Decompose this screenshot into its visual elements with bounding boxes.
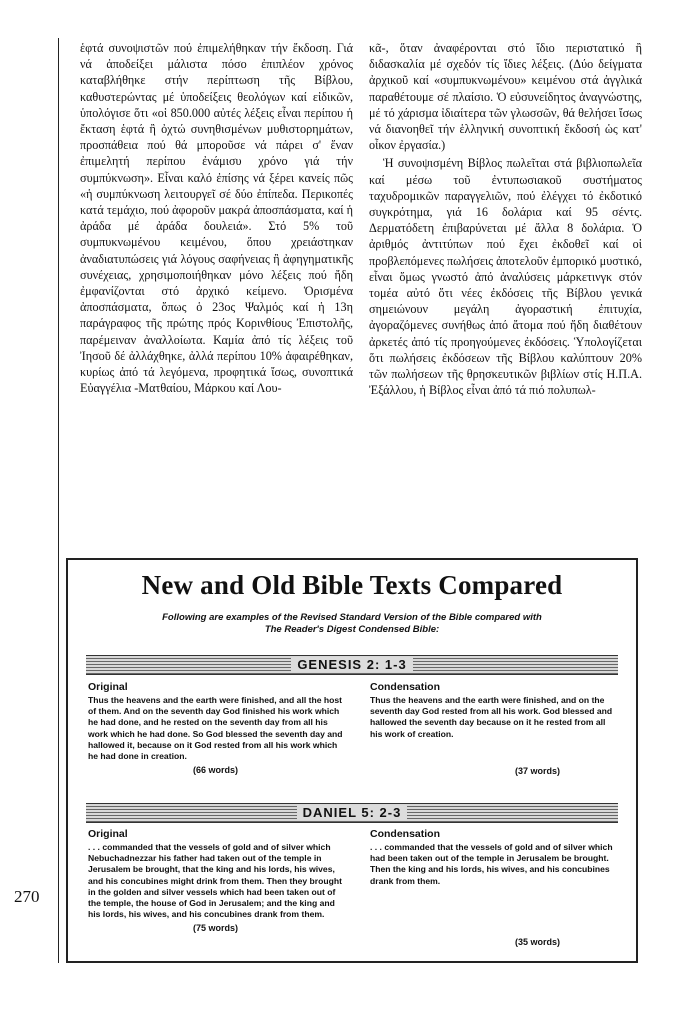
section-band-genesis [86, 655, 618, 675]
original-label: Original [88, 828, 128, 840]
condensation-word-count: (37 words) [514, 765, 560, 776]
condensation-text: Thus the heavens and the earth were finished, and on the seventh day God rested from all his work. God blessed and hallowed the seventh day because on it he rested from all his work of creation. [370, 695, 613, 739]
text-column-right [369, 40, 642, 555]
page-number: 270 [14, 887, 40, 906]
condensation-text: . . . commanded that the vessels of gold and of silver which had been taken out of the temple in Jerusalem be brought. Then the king and his lords, his wives, and his concubines drank from them. [370, 842, 613, 886]
genesis-condensation [370, 681, 620, 776]
figure-title: New and Old Bible Texts Compared [141, 570, 563, 600]
comparison-box [66, 558, 638, 963]
original-text: Thus the heavens and the earth were finished, and all the host of them. And on the seventh day God finished his work which he had done, and he rested on the seventh day from all his work which he had done. So God blessed the seventh day and hallowed it, because on it God rested from all his work which he had done in creation. [88, 695, 343, 762]
condensation-label: Condensation [370, 681, 440, 693]
condensation-word-count: (35 words) [514, 936, 560, 947]
original-word-count: (75 words) [192, 923, 238, 934]
daniel-original [88, 828, 343, 933]
original-word-count: (66 words) [192, 765, 238, 776]
right-paragraph-2: Ἡ συνοψισμένη Βίβλος πωλεῖται στά βιβλιοπωλεῖα καί μέσω τοῦ ἐντυπωσιακοῦ συστήματος ταχυδρομικῶν παραγγελιῶν, πού ἐλέγχει τό ἐκδοτικό συγκρότημα, γιά 16 δολάρια καί 95 σέντς. Δερματόδετη ἐπιβαρύνεται μέ ἄλλα 8 δολάρια. Ὁ ἀριθμός ἀντιτύπων πού ἔχει ἐκδοθεῖ καί οἱ προβλεπόμενες πωλήσεις ἀποτελοῦν ἐμπορικό μυστικό, εἶναι ὅμως γνωστό ἀπό ἀναλύσεις μάρκετινγκ στόν τομέα αὐτό ὅτι νέες ἐκδόσεις τῆς Βίβλου γενικά σημειώνουν μεγάλη ἀγοραστική ἐπιτυχία, ἀγοραζόμενες συνήθως ἀπό ἄτομα πού ἤδη διαθέτουν ἀρκετές ἀπό τίς προηγούμενες ἐκδόσεις. Ὑπολογίζεται ὅτι πωλήσεις ἐκδόσεων τῆς Βίβλου καλύπτουν 20% τῶν πωλήσεων τῆς θρησκευτικῶν βιβλίων στίς Η.Π.Α. Ἐξάλλου, ἡ Βίβλος εἶναι ἀπό τά πιό πολυπωλ- [369, 156, 642, 398]
original-label: Original [88, 681, 128, 693]
daniel-condensation [370, 828, 620, 947]
left-paragraph-1: ἑφτά συνοψιστῶν πού ἐπιμελήθηκαν τήν ἔκδοση. Γιά νά ἀποδείξει μάλιστα πόσο ἐπιπλέον χρόνος καταβλήθηκε στήν περίπτωση τῆς Βίβλου, καθυστερώντας μέ ὑποδείξεις θεολόγων καί εἰδικῶν, ὑπολόγισε ὅτι «οἱ 850.000 αὐτές λέξεις εἶναι περίπου ἡ ἔκταση ἑφτά ἢ ὀχτώ συνηθισμένων μυθιστορημάτων, προσπάθεια πού θά μποροῦσε νά πάρει σ' ἕναν ἐπιμελητή περίπου ἐνάμισυ χρόνο γιά τήν συμπύκνωση». Εἶναι καλό ἐπίσης νά ξέρει κανείς πῶς «ἡ συμπύκνωση λειτουργεῖ σέ δύο ἐπίπεδα. Περικοπές κατά τεμάχιο, πού ἀφοροῦν μακρά ἀποσπάσματα, καί ἡ ἀράδα μέ ἀράδα δουλειά». Στό 5% τοῦ συμπυκνωμένου κειμένου, ὅπου χρειάστηκαν ἀναδιατυπώσεις γιά λόγους σαφήνειας ἢ ἀφηγηματικῆς συνέχειας, χρησιμοποιήθηκαν μόνο λέξεις πού ἤδη ἐμφανίζονται στό ἀρχικό κείμενο. Ὁρισμένα ἀποσπάσματα, ὅπως ὁ 23ος Ψαλμός καί ἡ 13η παράγραφος τῆς πρώτης πρός Κορινθίους Ἐπιστολῆς, παρέμειναν ἀναλλοίωτα. Καμία ἀπό τίς λέξεις τοῦ Ἰησοῦ δέ ἀλλάχθηκε, ἀλλά περίπου 10% ἀφαιρέθηκαν, κυρίως ἀπό τά λεγόμενα, προφητικά ἴσως, συνοπτικά Εὐαγγέλια -Ματθαίου, Μάρκου καί Λου- [80, 41, 353, 396]
right-paragraph-1: κᾶ-, ὅταν ἀναφέρονται στό ἴδιο περιστατικό ἢ διδασκαλία μέ σχεδόν τίς ἴδιες λέξεις. (Δύο δείγματα ἀρχικοῦ καί «συμπυκνωμένου» κειμένου στά ἀγγλικά παραθέτουμε σέ πλαίσιο. Ὁ εὐσυνείδητος ἀναγνώστης, μέ τό χάρισμα ἰδιαίτερα τῶν γλωσσῶν, θά θελήσει ἴσως νά διανοηθεῖ τήν ἑλληνική συνοπτική ἔκδοσή ὡς κατ' οἶκον ἐργασία.) [369, 41, 642, 153]
figure-caption: Following are examples of the Revised Standard Version of the Bible compared with The Reader's Digest Condensed Bible: [162, 612, 542, 635]
condensation-label: Condensation [370, 828, 440, 840]
genesis-original [88, 681, 343, 775]
text-column-left [80, 40, 353, 560]
section-band-daniel [86, 803, 618, 823]
section-title-genesis: GENESIS 2: 1-3 [291, 657, 412, 672]
page-vertical-rule [58, 38, 59, 963]
section-title-daniel: DANIEL 5: 2-3 [297, 805, 408, 820]
original-text: . . . commanded that the vessels of gold and of silver which Nebuchadnezzar his father had taken out of the temple in Jerusalem be brought, that the king and his lords, his wives, and his concubines might drink from them. Then they brought in the golden and silver vessels which had been taken out of the temple, the house of God in Jerusalem; and the king and his lords, his wives, and his concubines drank from them. [88, 842, 343, 920]
